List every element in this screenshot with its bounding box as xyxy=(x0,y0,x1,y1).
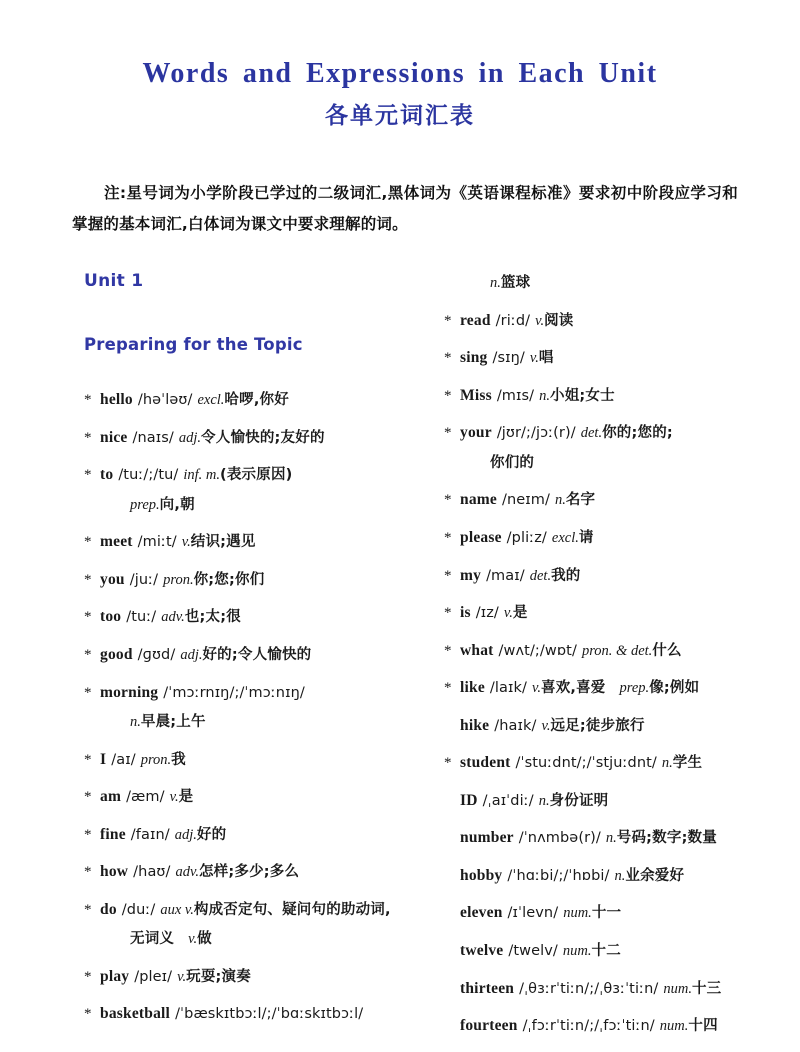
entry-pronunciation: /ˈnʌmbə(r)/ xyxy=(518,830,601,847)
dictionary-entry xyxy=(444,639,796,663)
entry-headword: please xyxy=(460,528,502,546)
entry-part-of-speech: adj. xyxy=(180,646,203,663)
continuation-part-of-speech: n. xyxy=(130,714,141,731)
entry-pronunciation: /æm/ xyxy=(126,789,165,806)
entry-pronunciation: /wʌt/;/wɒt/ xyxy=(498,642,577,659)
entry-chinese-gloss: 唱 xyxy=(538,350,554,367)
entry-headword: student xyxy=(460,754,511,772)
entry-chinese-gloss: 什么 xyxy=(652,642,682,659)
entry-star-marker: * xyxy=(84,646,92,663)
entry-headword: like xyxy=(460,679,485,697)
entry-star-marker: * xyxy=(84,534,92,551)
dictionary-entry xyxy=(444,309,796,333)
entry-part-of-speech: n. xyxy=(554,492,566,509)
dictionary-entry xyxy=(84,643,436,667)
entry-pronunciation: /twelv/ xyxy=(508,943,558,959)
left-column xyxy=(84,271,436,1040)
entry-pronunciation: /laɪk/ xyxy=(489,680,527,697)
right-entry-list xyxy=(444,271,796,1037)
entry-pronunciation: /ˌθɜːrˈtiːn/;/ˌθɜːˈtiːn/ xyxy=(519,980,659,997)
entry-pronunciation: /maɪ/ xyxy=(486,567,525,584)
entry-continuation-line xyxy=(100,493,436,517)
entry-headword: thirteen xyxy=(460,979,515,997)
entry-part-of-speech: n. xyxy=(614,867,626,884)
dictionary-entry xyxy=(84,426,436,450)
entry-star-marker: * xyxy=(84,467,92,484)
dictionary-entry xyxy=(84,388,436,412)
entry-pronunciation: /ɪˈlevn/ xyxy=(507,905,559,922)
entry-part-of-speech: num. xyxy=(659,1018,689,1035)
entry-chinese-gloss: 请 xyxy=(578,529,594,546)
legend-note: 注:星号词为小学阶段已学过的二级词汇,黑体词为《英语课程标准》要求初中阶段应学习和掌握的基本词汇,白体词为课文中要求理解的词。 xyxy=(72,183,738,234)
entry-part-of-speech: adj. xyxy=(178,429,202,446)
entry-part-of-speech: adv. xyxy=(161,609,185,626)
entry-part-of-speech: n. xyxy=(539,387,551,404)
entry-part-of-speech: adv. xyxy=(175,864,199,881)
entry-chinese-gloss: 你的;您的; xyxy=(602,425,673,442)
entry-star-marker: * xyxy=(444,642,452,659)
entry-part-of-speech: pron. xyxy=(163,571,194,588)
entry-chinese-gloss: 哈啰,你好 xyxy=(224,392,289,409)
entry-star-marker: * xyxy=(444,425,452,442)
entry-headword: what xyxy=(460,641,494,659)
entry-pronunciation: /tuː/ xyxy=(126,609,157,626)
entry-headword: am xyxy=(100,788,122,806)
entry-continuation-line xyxy=(460,451,796,475)
entry-pronunciation: /ˈmɔːrnɪŋ/;/ˈmɔːnɪŋ/ xyxy=(163,684,305,701)
dictionary-entry xyxy=(84,530,436,554)
entry-star-marker: * xyxy=(84,901,92,918)
entry-headword: morning xyxy=(100,683,159,701)
entry-star-marker: * xyxy=(444,387,452,404)
entry-chinese-gloss: 十四 xyxy=(688,1018,718,1035)
page-title-english: Words and Expressions in Each Unit xyxy=(142,58,658,89)
entry-star-marker: * xyxy=(444,492,452,509)
entry-pronunciation: /sɪŋ/ xyxy=(492,350,525,367)
entry-star-marker: * xyxy=(444,680,452,697)
entry-chinese-gloss: 远足;徒步旅行 xyxy=(550,717,645,734)
entry-star-marker: * xyxy=(84,864,92,881)
entry-part-of-speech: n. xyxy=(538,792,550,809)
entry-headword: twelve xyxy=(460,942,504,959)
entry-pronunciation: /neɪm/ xyxy=(501,492,550,509)
entry-part-of-speech: num. xyxy=(663,980,692,997)
entry-star-marker: * xyxy=(84,571,92,588)
entry-pronunciation: /duː/ xyxy=(121,901,156,918)
entry-headword: play xyxy=(100,967,130,985)
dictionary-entry xyxy=(84,605,436,629)
entry-chinese-gloss: 篮球 xyxy=(500,275,531,292)
entry-chinese-gloss: 喜欢,喜爱 xyxy=(541,680,606,697)
entry-pronunciation: /juː/ xyxy=(129,571,159,588)
entry-star-marker: * xyxy=(84,789,92,806)
entry-chinese-gloss: 身份证明 xyxy=(549,792,609,809)
dictionary-entry xyxy=(444,977,796,1001)
entry-headword: good xyxy=(100,645,133,663)
entry-headword: hello xyxy=(100,391,133,409)
entry-chinese-gloss: 十二 xyxy=(591,943,621,959)
entry-headword: nice xyxy=(100,428,128,446)
entry-continuation-line xyxy=(100,710,436,734)
entry-part-of-speech: pron. & det. xyxy=(581,642,653,659)
dictionary-entry xyxy=(444,564,796,588)
entry-star-marker: * xyxy=(84,1006,92,1023)
entry-part-of-speech: num. xyxy=(562,943,592,959)
entry-part-of-speech: excl. xyxy=(551,529,579,546)
entry-part-of-speech: pron. xyxy=(140,751,172,768)
entry-pronunciation: /ˌfɔːrˈtiːn/;/ˌfɔːˈtiːn/ xyxy=(522,1018,655,1035)
entry-star-marker: * xyxy=(84,826,92,843)
entry-pronunciation: /riːd/ xyxy=(495,312,531,329)
entry-part-of-speech: det. xyxy=(529,567,552,584)
entry-part-of-speech: v. xyxy=(169,789,179,806)
entry-pronunciation: /ˌaɪˈdiː/ xyxy=(482,792,534,809)
entry-headword: how xyxy=(100,863,129,881)
entry-star-marker: * xyxy=(444,529,452,546)
entry-pronunciation: /mɪs/ xyxy=(496,387,535,404)
entry-headword: too xyxy=(100,608,122,626)
continuation-part-of-speech: v. xyxy=(188,931,198,948)
entry-chinese-gloss: 十一 xyxy=(591,905,622,922)
dictionary-entry xyxy=(84,965,436,989)
entry-pronunciation: /miːt/ xyxy=(137,534,177,551)
dictionary-entry xyxy=(444,384,796,408)
entry-headword: fine xyxy=(100,825,126,843)
entry-continuation-line xyxy=(100,927,436,951)
entry-headword: read xyxy=(460,311,491,329)
page-title-block xyxy=(0,0,800,130)
entry-headword: number xyxy=(460,829,514,847)
entry-chinese-gloss: 玩耍;演奏 xyxy=(186,968,251,985)
entry-chinese-gloss: 结识;遇见 xyxy=(190,534,256,551)
unit-heading: Unit 1 xyxy=(84,271,144,292)
dictionary-entry xyxy=(84,898,436,951)
entry-chinese-gloss: 好的;令人愉快的 xyxy=(202,646,312,663)
entry-pronunciation: /faɪn/ xyxy=(130,826,170,843)
entry-pronunciation: /naɪs/ xyxy=(132,429,174,446)
entry-pronunciation: /jʊr/;/jɔː(r)/ xyxy=(496,425,576,442)
page-title-chinese: 各单元词汇表 xyxy=(325,103,475,130)
dictionary-entry xyxy=(444,751,796,775)
entry-part-of-speech: det. xyxy=(580,425,603,442)
entry-chinese-gloss: 我 xyxy=(171,751,186,768)
entry-star-marker: * xyxy=(84,751,92,768)
dictionary-entry xyxy=(84,785,436,809)
dictionary-entry xyxy=(84,860,436,884)
dictionary-entry xyxy=(444,826,796,850)
continuation-chinese-gloss: 早晨;上午 xyxy=(140,714,206,731)
entry-headword: sing xyxy=(460,349,488,367)
dictionary-entry xyxy=(84,463,436,516)
entry-part-of-speech: adj. xyxy=(174,826,197,843)
topic-heading: Preparing for the Topic xyxy=(84,335,303,355)
entry-star-marker: * xyxy=(84,968,92,985)
dictionary-entry xyxy=(444,421,796,474)
entry-headword: ID xyxy=(460,791,478,809)
entry-pronunciation: /ɡʊd/ xyxy=(137,646,176,663)
entry-chinese-gloss: 阅读 xyxy=(544,312,574,329)
dictionary-entry xyxy=(84,568,436,592)
dictionary-entry xyxy=(444,901,796,925)
dictionary-entry xyxy=(84,1002,436,1026)
entry-part-of-speech: v. xyxy=(541,717,551,734)
entry-headword: hobby xyxy=(460,866,503,884)
dictionary-entry xyxy=(444,526,796,550)
entry-star-marker: * xyxy=(84,684,92,701)
entry-pronunciation: /ˈhɑːbi/;/ˈhɒbi/ xyxy=(507,867,610,884)
entry-headword: do xyxy=(100,900,117,918)
entry-chinese-gloss: 也;太;很 xyxy=(184,609,241,626)
continuation-part-of-speech: prep. xyxy=(130,496,160,513)
entry-headword: name xyxy=(460,491,497,509)
dictionary-entry xyxy=(444,714,796,738)
dictionary-entry xyxy=(444,346,796,370)
entry-part-of-speech: n. xyxy=(490,275,501,292)
dictionary-entry xyxy=(84,748,436,772)
two-column-body xyxy=(0,271,800,1051)
continuation-chinese-gloss-extra: 做 xyxy=(197,931,212,948)
entry-chinese-gloss: 是 xyxy=(512,605,528,622)
entry-part-of-speech: v. xyxy=(503,605,513,622)
entry-headword: Miss xyxy=(460,386,492,404)
entry-part-of-speech: num. xyxy=(563,905,592,922)
entry-pronunciation: /haʊ/ xyxy=(133,864,171,881)
right-column xyxy=(444,271,796,1051)
dictionary-entry xyxy=(444,939,796,963)
entry-headword: my xyxy=(460,566,482,584)
entry-headword: you xyxy=(100,570,125,588)
entry-headword: eleven xyxy=(460,904,503,922)
entry-headword: your xyxy=(460,424,492,442)
entry-chinese-gloss: 学生 xyxy=(672,755,703,772)
entry-chinese-gloss: 名字 xyxy=(565,492,596,509)
entry-chinese-gloss: 十三 xyxy=(691,980,722,997)
entry-part-of-speech: aux v. xyxy=(160,901,194,918)
left-entry-list xyxy=(84,388,436,1026)
continuation-chinese-gloss: 向,朝 xyxy=(159,496,195,513)
dictionary-entry xyxy=(444,789,796,813)
entry-headword: hike xyxy=(460,716,490,734)
entry-chinese-gloss: 怎样;多少;多么 xyxy=(198,864,300,881)
entry-pronunciation: /ɪz/ xyxy=(475,605,499,622)
entry-chinese-gloss-secondary: 像;例如 xyxy=(649,680,700,697)
entry-part-of-speech: v. xyxy=(181,534,191,551)
entry-part-of-speech: v. xyxy=(535,312,545,329)
entry-star-marker: * xyxy=(444,755,452,772)
continuation-chinese-gloss: 你们的 xyxy=(490,454,535,471)
entry-pronunciation: /pleɪ/ xyxy=(134,968,173,985)
entry-chinese-gloss: (表示原因) xyxy=(220,467,293,484)
entry-chinese-gloss: 好的 xyxy=(196,826,227,843)
entry-pronunciation: /haɪk/ xyxy=(494,717,537,734)
entry-star-marker: * xyxy=(444,567,452,584)
entry-part-of-speech: n. xyxy=(661,755,673,772)
entry-headword: to xyxy=(100,466,114,484)
entry-chinese-gloss: 我的 xyxy=(551,567,581,584)
entry-part-of-speech-secondary: prep. xyxy=(619,680,650,697)
entry-headword: basketball xyxy=(100,1005,171,1023)
dictionary-entry xyxy=(444,488,796,512)
dictionary-entry xyxy=(444,271,796,295)
entry-pronunciation: /həˈləʊ/ xyxy=(137,392,193,409)
entry-pronunciation: /ˈbæskɪtbɔːl/;/ˈbɑːskɪtbɔːl/ xyxy=(175,1006,364,1023)
entry-part-of-speech: excl. xyxy=(197,392,225,409)
entry-star-marker: * xyxy=(84,392,92,409)
entry-star-marker: * xyxy=(444,605,452,622)
dictionary-entry xyxy=(84,823,436,847)
entry-chinese-gloss: 是 xyxy=(178,789,194,806)
entry-pronunciation: /tuː/;/tu/ xyxy=(118,467,179,484)
entry-part-of-speech: v. xyxy=(532,680,541,697)
entry-part-of-speech: n. xyxy=(605,830,617,847)
dictionary-entry xyxy=(444,676,796,700)
entry-chinese-gloss: 你;您;你们 xyxy=(193,571,265,588)
entry-chinese-gloss: 业余爱好 xyxy=(625,867,685,884)
entry-part-of-speech: inf. m. xyxy=(183,467,221,484)
entry-headword: fourteen xyxy=(460,1017,518,1035)
entry-headword: meet xyxy=(100,533,133,551)
entry-headword: is xyxy=(460,604,471,622)
dictionary-entry xyxy=(444,1014,796,1038)
entry-part-of-speech: v. xyxy=(177,968,187,985)
entry-pronunciation: /aɪ/ xyxy=(111,751,136,768)
entry-star-marker: * xyxy=(444,312,452,329)
continuation-chinese-gloss: 无词义 xyxy=(130,931,175,948)
entry-pronunciation: /ˈstuːdnt/;/ˈstjuːdnt/ xyxy=(515,755,657,772)
entry-chinese-gloss: 令人愉快的;友好的 xyxy=(201,429,325,446)
entry-chinese-gloss: 构成否定句、疑问句的助动词, xyxy=(193,901,391,918)
entry-chinese-gloss: 小姐;女士 xyxy=(550,387,615,404)
entry-star-marker: * xyxy=(84,429,92,446)
dictionary-entry xyxy=(444,864,796,888)
entry-star-marker: * xyxy=(444,350,452,367)
entry-star-marker: * xyxy=(84,609,92,626)
dictionary-entry xyxy=(444,601,796,625)
entry-pronunciation: /pliːz/ xyxy=(506,529,547,546)
entry-headword: I xyxy=(100,750,107,768)
dictionary-entry xyxy=(84,681,436,734)
entry-chinese-gloss: 号码;数字;数量 xyxy=(616,830,717,847)
entry-part-of-speech: v. xyxy=(529,350,539,367)
